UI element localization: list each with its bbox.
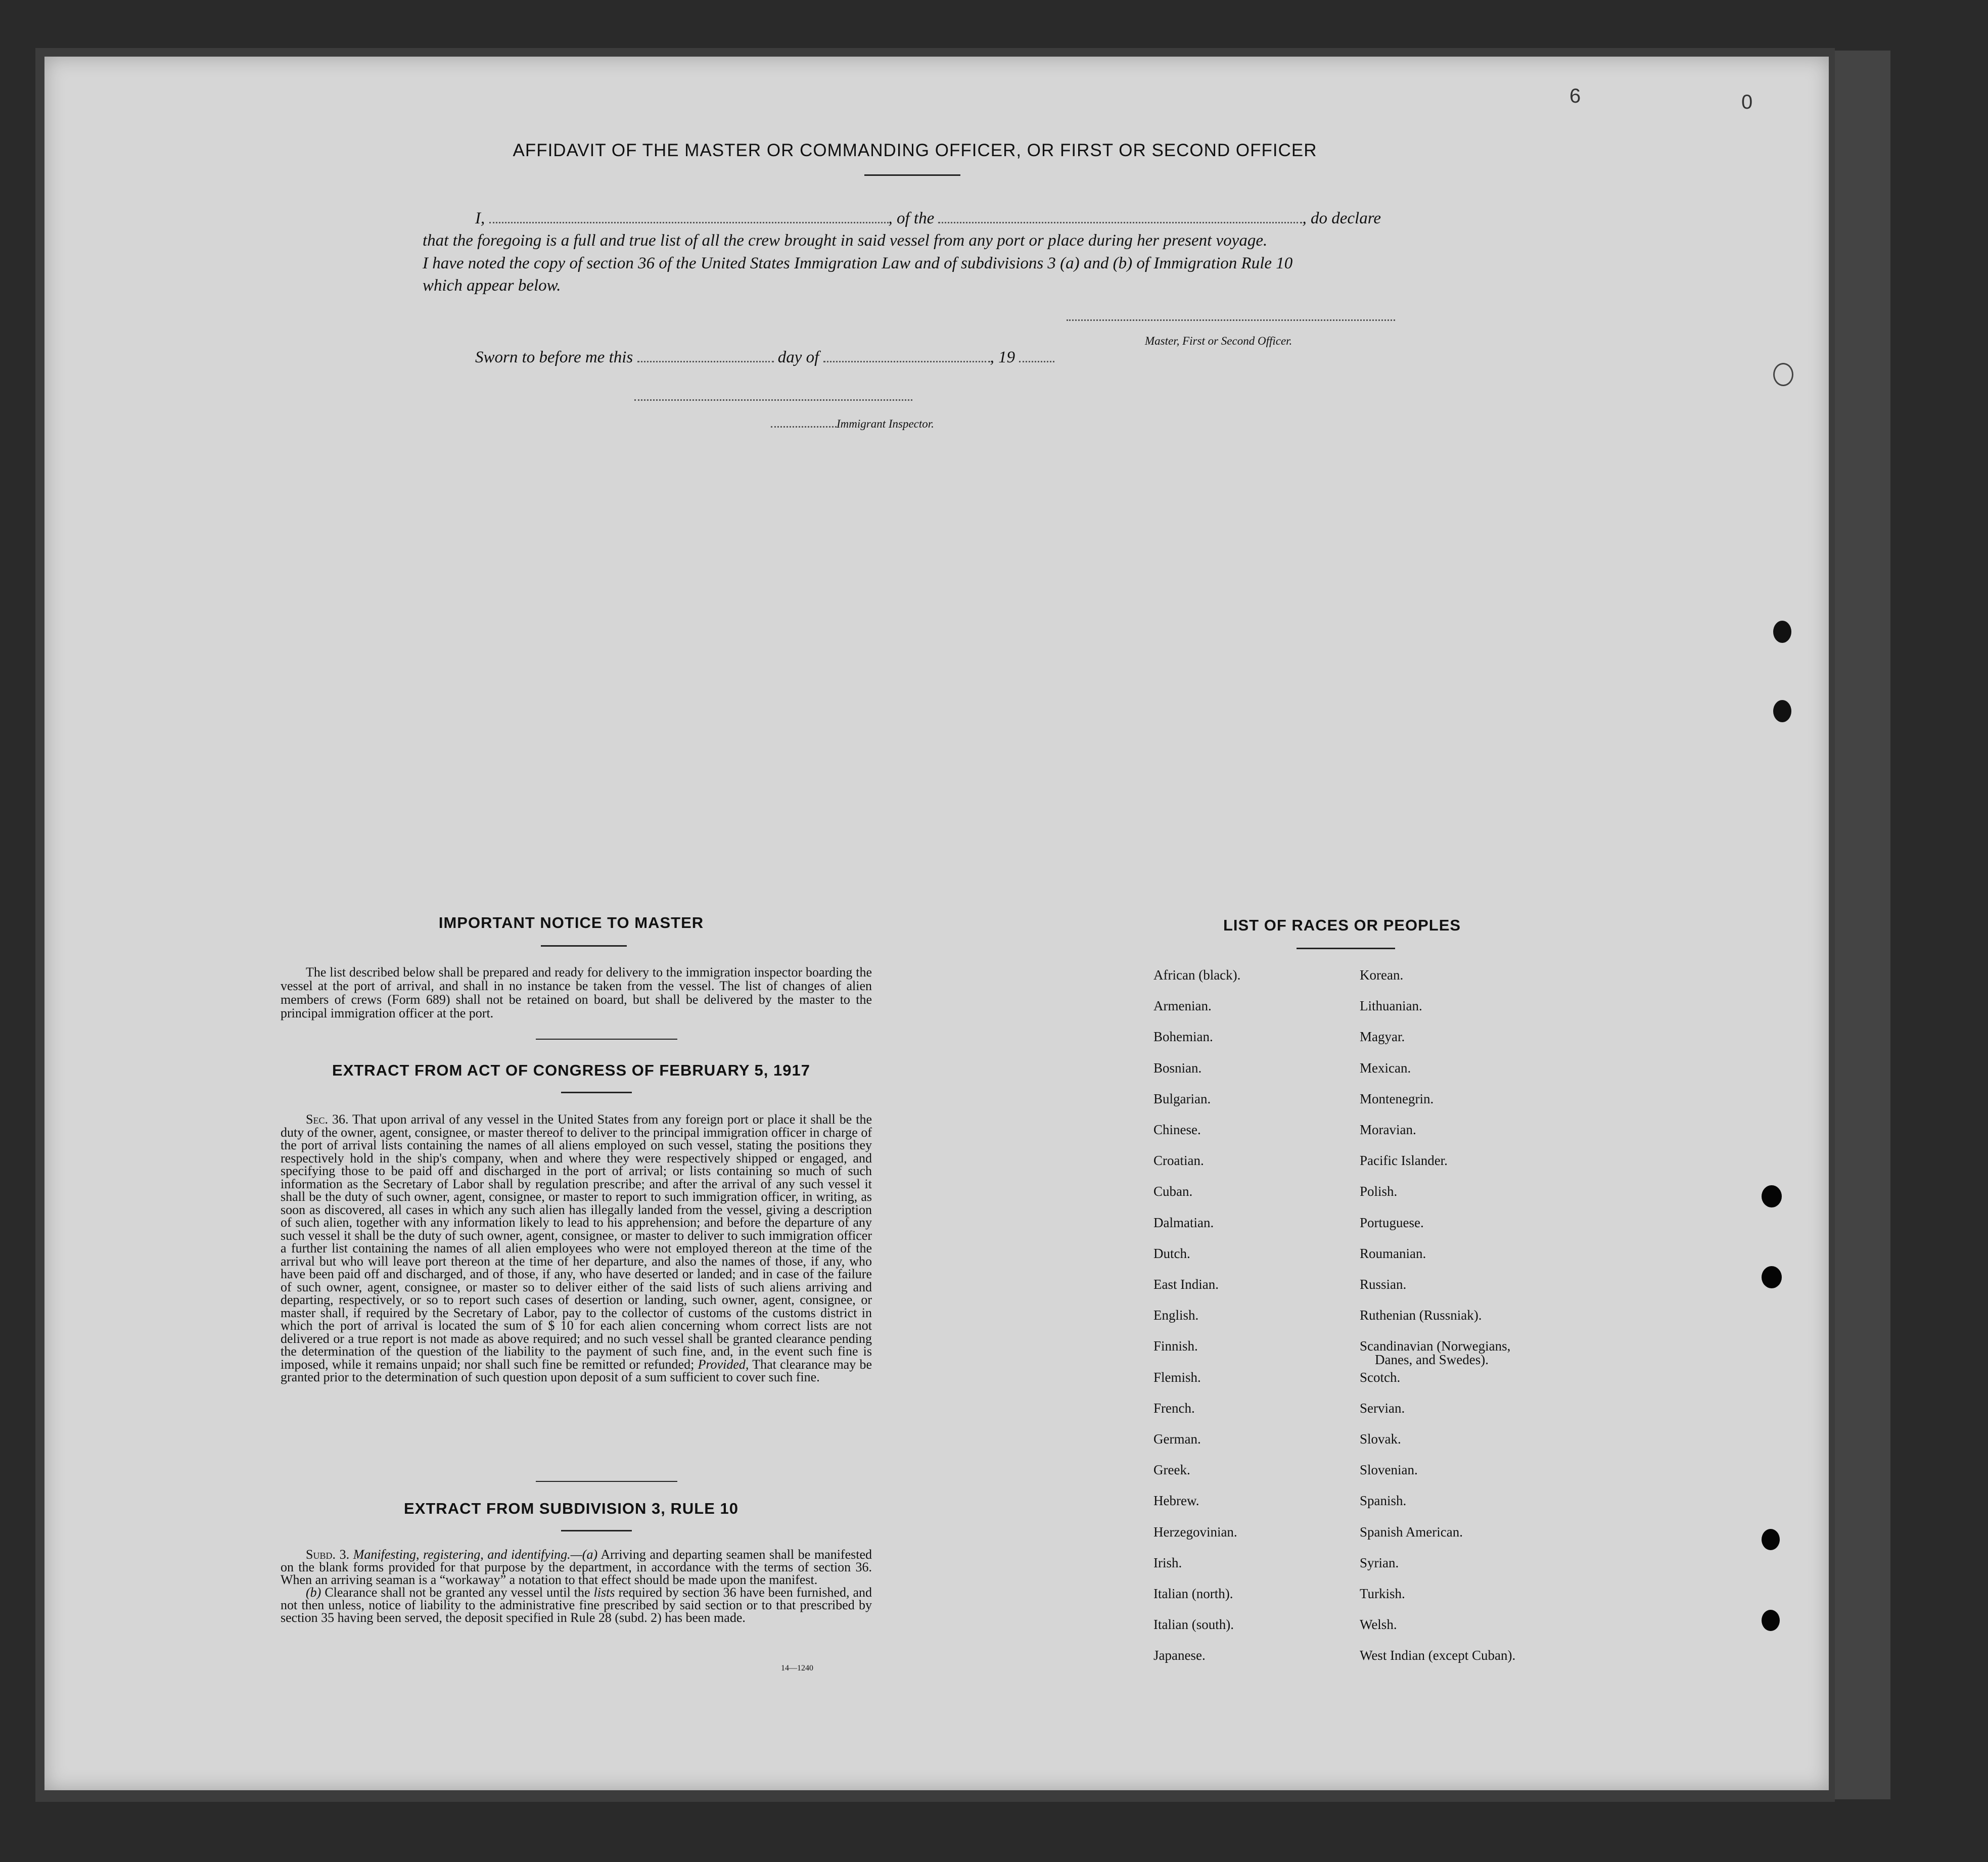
notice-text: The list described below shall be prepared and ready for delivery to the immigration inspector boarding the vessel at the port of arrival, and shall in no instance be taken from the vessel. The list of changes of alien members of crews (Form 689) shall not be retained on board, but shall be delivered by the master to the principal immigration officer at the port. (281, 965, 872, 1020)
race-item-left: German. (1153, 1431, 1201, 1447)
race-item-right: Scotch. (1360, 1369, 1401, 1385)
punch-hole-5 (1762, 1266, 1782, 1288)
act-sec-label: Sec. 36. (306, 1112, 349, 1127)
race-item-left: Chinese. (1153, 1122, 1201, 1137)
race-item-right: Spanish American. (1360, 1524, 1463, 1540)
act-paragraph (281, 1113, 872, 1384)
race-item-right: Montenegrin. (1360, 1091, 1434, 1106)
affidavit-line-3: I have noted the copy of section 36 of the United States Immigration Law and of subdivisions 3 (a) and (b) of Immigration Rule 10 (423, 254, 1293, 272)
act-provided-label: Provided, (698, 1357, 749, 1372)
race-item-right: Magyar. (1360, 1029, 1405, 1045)
race-item-left: Dalmatian. (1153, 1215, 1214, 1230)
affidavit-title: AFFIDAVIT OF THE MASTER OR COMMANDING OFFICER, OR FIRST OR SECOND OFFICER (513, 141, 1317, 160)
month-blank (823, 348, 990, 362)
race-item-left: Bulgarian. (1153, 1091, 1211, 1106)
rule10-subd-title: Manifesting, registering, and identifying.—(a) (353, 1547, 598, 1562)
race-item-right: Danes, and Swedes). (1375, 1352, 1489, 1368)
rule10-text-block (281, 1548, 872, 1624)
race-item-right: Welsh. (1360, 1617, 1397, 1633)
punch-hole-3 (1773, 700, 1791, 722)
rule10-text-b-2: required by section 36 have been furnished, and not then unless, notice of liability to the administrative fine prescribed by said section or to that prescribed by section 35 having been served, the deposit specified in Rule 28 (subd. 2) has been made. (281, 1585, 872, 1625)
notice-text-block (281, 965, 872, 1020)
sworn-line (475, 348, 1054, 367)
affidavit-line-4: which appear below. (423, 276, 561, 295)
race-item-left: Japanese. (1153, 1648, 1206, 1663)
race-item-right: Moravian. (1360, 1122, 1416, 1137)
race-item-right: Roumanian. (1360, 1245, 1426, 1261)
races-heading: LIST OF RACES OR PEOPLES (1223, 916, 1461, 934)
race-item-left: Bohemian. (1153, 1029, 1213, 1045)
name-blank (489, 209, 889, 223)
race-item-right: Pacific Islander. (1360, 1153, 1448, 1169)
race-item-left: Dutch. (1153, 1245, 1190, 1261)
title-rule (864, 174, 960, 176)
rule10-text-b-lists: lists (593, 1585, 615, 1600)
race-item-left: Flemish. (1153, 1369, 1201, 1385)
act-heading: EXTRACT FROM ACT OF CONGRESS OF FEBRUARY 5, 1917 (332, 1061, 810, 1079)
race-item-right: Slovenian. (1360, 1462, 1418, 1478)
punch-hole-4 (1762, 1185, 1782, 1207)
race-item-right: Korean. (1360, 967, 1404, 983)
binding-edge (1835, 51, 1890, 1799)
inspector-line (634, 399, 912, 401)
notice-heading: IMPORTANT NOTICE TO MASTER (438, 914, 704, 932)
sworn-prefix: Sworn to before me this (475, 348, 633, 366)
race-item-left: French. (1153, 1400, 1195, 1416)
sworn-year: , 19 (990, 348, 1015, 366)
race-item-right: Polish. (1360, 1184, 1398, 1199)
race-item-right: Servian. (1360, 1400, 1405, 1416)
inspector-caption: Immigrant Inspector. (837, 417, 934, 430)
year-blank (1019, 348, 1054, 362)
affidavit-i: I, (475, 209, 485, 227)
vessel-blank (938, 209, 1302, 223)
race-item-right: West Indian (except Cuban). (1360, 1648, 1516, 1663)
races-rule (1297, 948, 1395, 949)
race-item-left: Herzegovinian. (1153, 1524, 1237, 1540)
race-item-left: African (black). (1153, 967, 1241, 983)
rule10-rule (561, 1530, 632, 1531)
signature-caption: Master, First or Second Officer. (1145, 335, 1292, 347)
race-item-left: East Indian. (1153, 1277, 1219, 1292)
race-item-right: Mexican. (1360, 1060, 1411, 1076)
act-bottom-rule (536, 1481, 677, 1482)
race-item-right: Slovak. (1360, 1431, 1401, 1447)
race-item-left: Hebrew. (1153, 1493, 1199, 1509)
race-item-left: Irish. (1153, 1555, 1182, 1570)
rule10-b-label: (b) (306, 1585, 321, 1600)
punch-hole-2 (1773, 621, 1791, 643)
rule10-text-a: Arriving and departing seamen shall be manifested on the blank forms provided for that purpose by the department, in accordance with the terms of section 36. When an arriving seaman is a “workaway” a notation to that effect should be made upon the manifest. (281, 1547, 872, 1587)
punch-hole-1 (1773, 363, 1793, 386)
inspector-lead-dots (771, 419, 837, 428)
rule10-paragraph-b (281, 1586, 872, 1624)
rule10-text-b-1: Clearance shall not be granted any vessel until the (325, 1585, 590, 1600)
affidavit-line-1 (475, 209, 1381, 228)
sworn-day-of: day of (777, 348, 819, 366)
race-item-right: Turkish. (1360, 1586, 1405, 1601)
signature-line (1067, 319, 1395, 321)
race-item-left: English. (1153, 1308, 1199, 1323)
race-item-left: Italian (south). (1153, 1617, 1234, 1633)
race-item-right: Ruthenian (Russniak). (1360, 1308, 1482, 1323)
race-item-left: Armenian. (1153, 998, 1212, 1014)
rule10-subd-label: Subd. 3. (306, 1547, 350, 1562)
notice-bottom-rule (536, 1039, 677, 1040)
race-item-left: Croatian. (1153, 1153, 1204, 1169)
race-item-right: Scandinavian (Norwegians, (1360, 1338, 1511, 1354)
act-rule (561, 1092, 632, 1093)
race-item-left: Finnish. (1153, 1338, 1198, 1354)
race-item-left: Italian (north). (1153, 1586, 1233, 1601)
form-code: 14—1240 (781, 1664, 813, 1672)
race-item-right: Lithuanian. (1360, 998, 1422, 1014)
inspector-caption-wrap (771, 417, 934, 431)
notice-rule (541, 945, 627, 947)
race-item-left: Cuban. (1153, 1184, 1193, 1199)
affidavit-declare: , do declare (1302, 209, 1381, 227)
punch-hole-6 (1762, 1529, 1780, 1550)
race-item-right: Syrian. (1360, 1555, 1399, 1570)
race-item-right: Portuguese. (1360, 1215, 1424, 1230)
rule10-paragraph-a (281, 1548, 872, 1586)
punch-hole-7 (1762, 1610, 1780, 1631)
margin-mark-1: 6 (1569, 85, 1581, 107)
day-blank (637, 348, 774, 362)
margin-mark-2: 0 (1741, 91, 1753, 113)
race-item-right: Spanish. (1360, 1493, 1407, 1509)
act-text-end: That clearance may be granted prior to the determination of such question upon deposit of a sum sufficient to cover such fine. (281, 1357, 872, 1384)
affidavit-of-the: , of the (888, 209, 935, 227)
act-text: That upon arrival of any vessel in the United States from any foreign port or place it shall be the duty of the owner, agent, consignee, or master thereof to deliver to the principal immigration officer in charge of the port of arrival lists containing the names of all aliens employed on such vessel, stating the positions they respectively hold in the ship's company, when and where they were respectively shipped or engaged, and specifying those to be paid off and discharged in the port of arrival; or lists containing so much of such information as the Secretary of Labor shall by regulation prescribe; and after the arrival of any such vessel it shall be the duty of such owner, agent, consignee, or master to report to such immigration officer, in writing, as soon as discovered, all cases in which any such alien has illegally landed from the vessel, giving a description of such alien, together with any information likely to lead to his apprehension; and before the departure of any such vessel it shall be the duty of such owner, agent, consignee, or master to deliver to such immigration officer a further list containing the names of all alien employees who were not employed thereon at the time of the arrival but who will leave port thereon at the time of her departure, and also the names of those, if any, who have been paid off and discharged, and of those, if any, who have deserted or landed; and in case of the failure of such owner, agent, consignee, or master so to deliver either of the said lists of such aliens arriving and departing, respectively, or so to report such cases of desertion or landing, such owner, agent, consignee, or master shall, if required by the Secretary of Labor, pay to the collector of customs of the customs district in which the port of arrival is located the sum of $ 10 for each alien concerning whom correct lists are not delivered or a true report is not made as above required; and no such vessel shall be granted clearance pending the determination of the question of the liability to the payment of such fine, and, in the event such fine is imposed, while it remains unpaid; nor shall such fine be remitted or refunded; (281, 1112, 872, 1372)
act-text-block (281, 1113, 872, 1384)
affidavit-line-2: that the foregoing is a full and true list of all the crew brought in said vessel from any port or place during her present voyage. (423, 231, 1268, 250)
race-item-left: Bosnian. (1153, 1060, 1202, 1076)
race-item-left: Greek. (1153, 1462, 1190, 1478)
race-item-right: Russian. (1360, 1277, 1407, 1292)
rule10-heading: EXTRACT FROM SUBDIVISION 3, RULE 10 (404, 1500, 738, 1517)
